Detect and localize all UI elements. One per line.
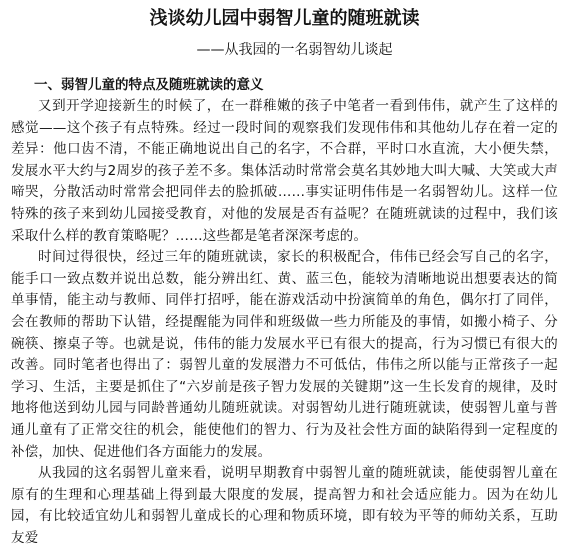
- document-title: 浅谈幼儿园中弱智儿童的随班就读: [149, 8, 420, 29]
- section-heading: 一、弱智儿童的特点及随班就读的意义: [34, 77, 264, 93]
- document-subtitle: ——从我园的一名弱智幼儿谈起: [196, 42, 393, 58]
- paragraph: 时间过得很快，经过三年的随班就读，家长的积极配合，伟伟已经会写自己的名字，能手口一致点数并说出总数，能分辨出红、黄、蓝三色，能较为清晰地说出想要表达的简单事情，能主动与教师、同伴打招呼，能在游戏活动中扮演简单的角色，偶尔打了同伴，会在教师的帮助下认错，经提醒能为同伴和班级做一些力所能及的事情，如搬小椅子、分碗筷、擦桌子等。也就是说，伟伟的能力发展水平已有很大的提高，行为习惯已有很大的改善。同时笔者也得出了：弱智儿童的发展潜力不可低估，伟伟之所以能与正常孩子一起学习、生活，主要是抓住了“六岁前是孩子智力发展的关键期”这一生长发育的规律，及时地将他送到幼儿园与同龄普通幼儿随班就读。对弱智幼儿进行随班就读，使弱智儿童与普通儿童有了正常交往的机会，能使他们的智力、行为及社会性方面的缺陷得到一定程度的补偿，加快、促进他们各方面能力的发展。: [11, 249, 558, 460]
- paragraph: 又到开学迎接新生的时候了，在一群稚嫩的孩子中笔者一看到伟伟，就产生了这样的感觉——这个孩子有点特殊。经过一段时间的观察我们发现伟伟和其他幼儿存在着一定的差异：他口齿不清，不能正确地说出自己的名字，不合群，平时口水直流，大小便失禁，发展水平大约与2周岁的孩子差不多。集体活动时常常会莫名其妙地大叫大喊、大笑或大声啼哭，分散活动时常常会把同伴去的脸抓破……事实证明伟伟是一名弱智幼儿。这样一位特殊的孩子来到幼儿园接受教育，对他的发展是否有益呢？在随班就读的过程中，我们该采取什么样的教育策略呢？……这些都是笔者深深考虑的。: [11, 98, 558, 244]
- paragraph: 从我园的这名弱智儿童来看，说明早期教育中弱智儿童的随班就读，能使弱智儿童在原有的生理和心理基础上得到最大限度的发展，提高智力和社会适应能力。因为在幼儿园，有比较适宜幼儿和弱智儿童成长的心理和物质环境，即有较为平等的师幼关系，互助友爱: [11, 465, 558, 546]
